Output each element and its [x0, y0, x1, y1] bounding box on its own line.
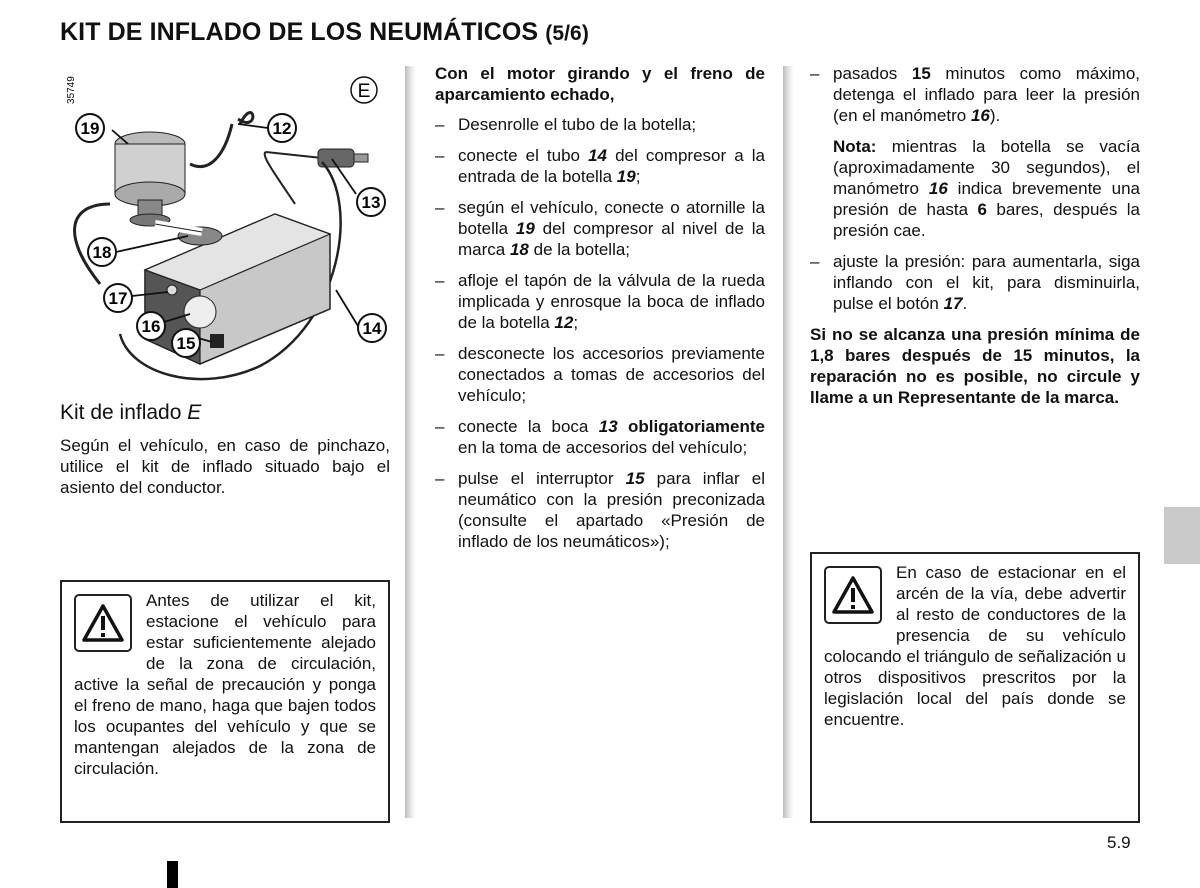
warning-box-left: [60, 580, 390, 823]
step-9: – ajuste la presión: para aumentarla, siga inflando con el kit, para disminuirla, pulse el botón 17.: [810, 251, 1140, 314]
callout-18: 18: [92, 243, 112, 262]
callout-17: 17: [108, 289, 128, 308]
step-6: – conecte la boca 13 obligatoriamente en la toma de accesorios del vehículo;: [435, 416, 765, 458]
middle-column: [435, 63, 765, 562]
instructions-list: [435, 114, 765, 552]
warning-box-right: [810, 552, 1140, 823]
callout-16: 16: [141, 317, 161, 336]
step-5: – desconecte los accesorios previamente conectados a tomas de accesorios del vehículo;: [435, 343, 765, 406]
callout-14: 14: [362, 319, 382, 338]
left-intro: [60, 435, 390, 508]
right-list-2: [810, 251, 1140, 314]
callout-12: 12: [272, 119, 292, 138]
warning-triangle-icon: [824, 566, 882, 624]
step-4: – afloje el tapón de la válvula de la rueda implicada y enrosque la boca de inflado de la botella 12;: [435, 270, 765, 333]
instructions-lead: Con el motor girando y el freno de aparcamiento echado,: [435, 64, 765, 104]
column-divider-right: [783, 66, 794, 818]
note-paragraph: Nota: mientras la botella se vacía (aproximadamente 30 segundos), el manómetro 16 indica brevemente una presión de hasta 6 bares, después la presión cae.: [833, 137, 1141, 240]
page-number: 5.9: [1107, 833, 1131, 852]
right-column: [810, 63, 1140, 418]
margin-mark: [167, 861, 178, 888]
section-thumb-tab: [1164, 507, 1200, 564]
column-divider-left: [405, 66, 416, 818]
right-list-1: [810, 63, 1140, 126]
callout-15: 15: [176, 334, 196, 353]
page-title: KIT DE INFLADO DE LOS NEUMÁTICOS (5/6): [60, 18, 589, 46]
figure-ref-number: 35749: [66, 76, 77, 104]
callout-13: 13: [361, 193, 381, 212]
step-2: – conecte el tubo 14 del compresor a la entrada de la botella 19;: [435, 145, 765, 187]
callout-19: 19: [80, 119, 100, 138]
warning-text-left: Antes de utilizar el kit, estacione el vehículo para estar suficientemente alejado de la zona de circulación, active la señal de precaución y ponga el freno de mano, haga que bajen todos los ocupantes del vehículo y que se mantengan alejados de la zona de circulación.: [74, 591, 376, 778]
minimum-pressure-warning: Si no se alcanza una presión mínima de 1,8 bares después de 15 minutos, la reparación no es posible, no circule y llame a un Representante de la marca.: [810, 325, 1140, 407]
step-8: – pasados 15 minutos como máximo, detenga el inflado para leer la presión (en el manómetro 16).: [810, 63, 1140, 126]
step-1: – Desenrolle el tubo de la botella;: [435, 114, 765, 135]
page-counter: (5/6): [545, 22, 589, 45]
section-heading: Kit de inflado E: [60, 401, 202, 424]
step-7: – pulse el interruptor 15 para inflar el neumático con la presión preconizada (consulte el apartado «Presión de inflado de los neumáticos»);: [435, 468, 765, 552]
figure-letter: E: [357, 81, 371, 102]
intro-paragraph: Según el vehículo, en caso de pinchazo, utilice el kit de inflado situado bajo el asiento del conductor.: [60, 436, 390, 497]
inflation-kit-illustration: [60, 64, 400, 394]
step-3: – según el vehículo, conecte o atornille la botella 19 del compresor al nivel de la marca 18 de la botella;: [435, 197, 765, 260]
warning-triangle-icon: [74, 594, 132, 652]
warning-text-right: En caso de estacionar en el arcén de la vía, debe advertir al resto de conductores de la presencia de su vehículo colocando el triángulo de señalización u otros dispositivos prescritos por la legislación local del país donde se encuentre.: [824, 563, 1126, 729]
